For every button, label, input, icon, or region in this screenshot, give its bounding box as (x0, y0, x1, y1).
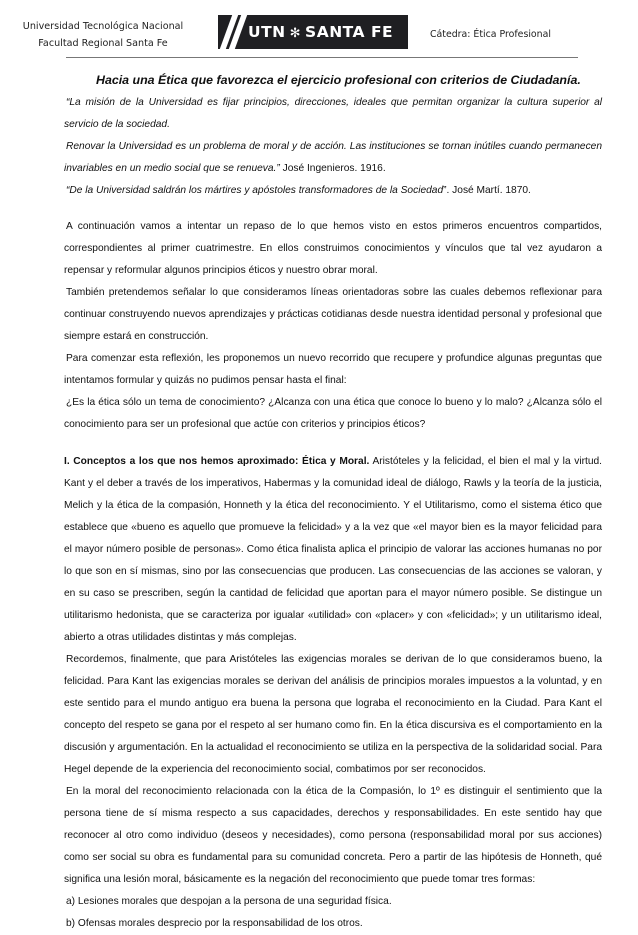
quote-ingenieros-2 (64, 136, 602, 180)
section-heading: I. Conceptos a los que nos hemos aproximado: Ética y Moral. (64, 456, 370, 467)
document-body (64, 68, 602, 935)
quote-author: ”. José Martí. 1870. (443, 185, 531, 196)
paragraph: En la moral del reconocimiento relacionada con la ética de la Compasión, lo 1º es distinguir el sentimiento que la persona tiene de sí misma respecto a sus capacidades, derechos y responsabilidades. En este sentido hay que reconocer al otro como individuo (deseos y necesidades), como persona (responsabilidad moral por sus acciones) como ser social su obra es fundamental para su comunidad concreta. Pero a partir de las hipótesis de Honneth, qué significa una lesión moral, básicamente es la negación del reconocimiento que puede tomar tres formas: (64, 786, 602, 885)
faculty-name: Facultad Regional Santa Fe (38, 38, 168, 49)
header-divider (66, 57, 578, 58)
section-1 (64, 451, 602, 649)
course-name: Cátedra: Ética Profesional (430, 29, 551, 40)
logo-text (248, 23, 393, 41)
document-title: Hacia una Ética que favorezca el ejercicio profesional con criterios de Ciudadanía. (96, 73, 581, 87)
quote-text: Renovar la Universidad es un problema de moral y de acción. Las instituciones se tornan inútiles cuando permanecen invariables en un medio social que se renueva.” (64, 141, 602, 174)
utn-santa-fe-logo (218, 15, 408, 49)
paragraph: Recordemos, finalmente, que para Aristóteles las exigencias morales se derivan de lo que consideramos bueno, la felicidad. Para Kant las exigencias morales se derivan del análisis de principios morales impuestos a la voluntad, y en este sentido para el mundo antiguo era buena la persona que lograba el reconocimiento en la Ciudad. Para Kant el concepto del respeto se gana por el respeto al ser humano como fin. En la ética discursiva es el comportamiento en la discusión y argumentación. En la actualidad el reconocimiento se utiliza en la perspectiva de la solidaridad social. Para Hegel depende de la experiencia del reconocimiento social, combatimos por ser reconocidos. (64, 654, 602, 775)
paragraph: También pretendemos señalar lo que consideramos líneas orientadoras sobre las cuales debemos reflexionar para continuar construyendo nuevos aprendizajes y prácticas cotidianas desde nuestra identidad personal y profesional que siempre estará en construcción. (64, 287, 602, 342)
paragraph: Para comenzar esta reflexión, les proponemos un nuevo recorrido que recupere y profundice algunas preguntas que intentamos formular y quizás no pudimos pensar hasta el final: (64, 353, 602, 386)
spacer (64, 436, 602, 451)
list-item: a) Lesiones morales que despojan a la persona de una seguridad física. (66, 896, 392, 907)
paragraph: A continuación vamos a intentar un repaso de lo que hemos visto en estos primeros encuentros compartidos, correspondientes al primer cuatrimestre. En ellos construimos conocimientos y vínculos que tal vez ayudaron a repensar y reformular algunos principios éticos y nuestro obrar moral. (64, 221, 602, 276)
paragraph: ¿Es la ética sólo un tema de conocimiento? ¿Alcanza con una ética que conoce lo bueno y lo malo? ¿Alcanza sólo el conocimiento para ser un profesional que actúe con criterios y principios éticos? (64, 397, 602, 430)
spacer (64, 202, 602, 216)
star-icon: ✻ (289, 26, 302, 41)
section-text: Aristóteles y la felicidad, el bien el mal y la virtud. Kant y el deber a través de los imperativos, Habermas y la comunidad ideal de diálogo, Rawls y la teoría de la justicia, Melich y la ética de la compasión, Honneth y la ética del reconocimiento. Y el Utilitarismo, como el sistema ético que establece que «bueno es aquello que promueve la felicidad» y a la vez que «el mayor bien es la mayor felicidad para el mayor número posible de personas». Como ética finalista aplica el principio de valorar las acciones humanas no por lo que son en sí mismas, sino por las consecuencias que producen. Las consecuencias de las acciones se valoran, y en su caso se prescriben, según la cantidad de felicidad que aportan para el mayor número posible. Se distingue un utilitarismo hedonista, que se caracteriza por igualar «utilidad» con «placer» y con «felicidad»; y un utilitarismo ideal, abierto a otras utilidades distintas y más complejas. (64, 456, 602, 643)
quote-author: José Ingenieros. 1916. (279, 163, 386, 174)
list-item: b) Ofensas morales desprecio por la responsabilidad de los otros. (66, 918, 363, 929)
quote-ingenieros-1: “La misión de la Universidad es fijar principios, direcciones, ideales que permitan organizar la cultura superior al servicio de la sociedad. (64, 97, 602, 130)
quote-text: “De la Universidad saldrán los mártires y apóstoles transformadores de la Sociedad (66, 185, 444, 196)
logo-utn: UTN (248, 23, 286, 41)
logo-santa-fe: SANTA FE (305, 23, 394, 41)
institution-block (0, 18, 206, 52)
university-name: Universidad Tecnológica Nacional (22, 21, 184, 32)
quote-marti (64, 180, 602, 202)
